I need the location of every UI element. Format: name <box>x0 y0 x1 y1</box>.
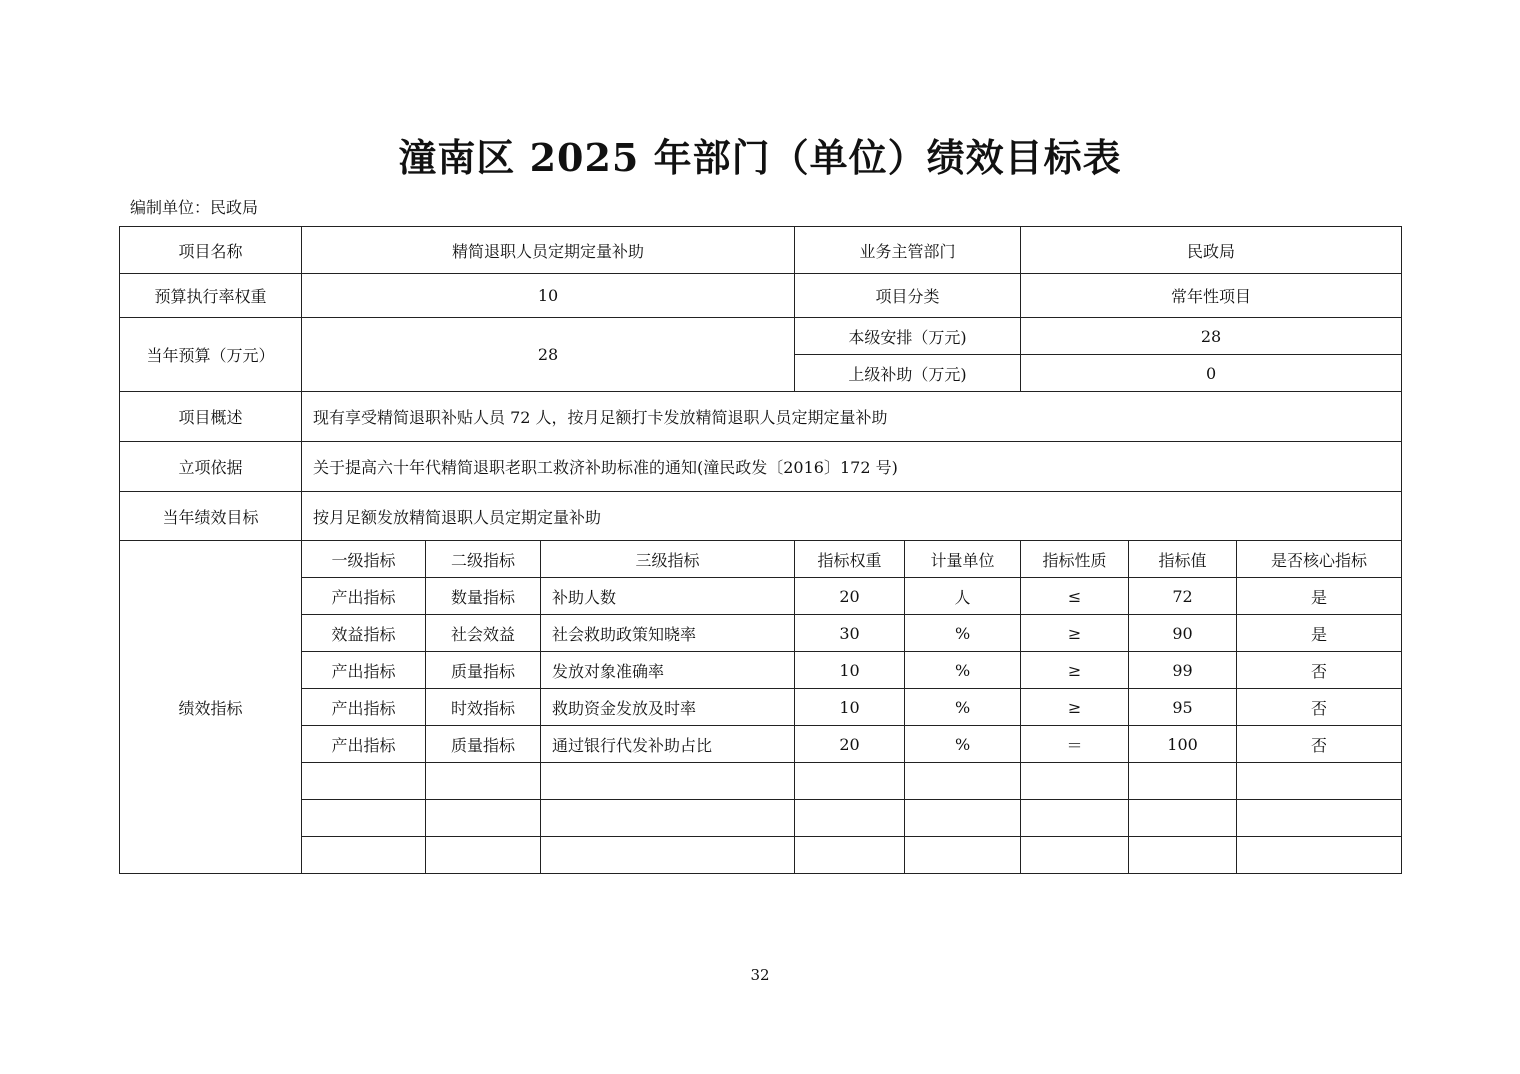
page-title: 潼南区 2025 年部门（单位）绩效目标表 <box>398 135 1122 180</box>
exec-weight-value: 10 <box>302 274 795 318</box>
indicator-row <box>120 726 1402 763</box>
indicator-weight: 10 <box>795 689 905 726</box>
page-number: 32 <box>750 966 770 984</box>
budget-label: 当年预算（万元） <box>120 318 302 392</box>
indicator-value: 72 <box>1129 578 1237 615</box>
indicator-level2 <box>426 800 541 837</box>
indicator-nature <box>1021 763 1129 800</box>
goal-value: 按月足额发放精简退职人员定期定量补助 <box>302 492 1402 541</box>
indicator-weight <box>795 800 905 837</box>
indicator-level2: 时效指标 <box>426 689 541 726</box>
local-value: 28 <box>1021 318 1402 355</box>
indicator-value <box>1129 837 1237 874</box>
indicator-level1: 产出指标 <box>302 726 426 763</box>
indicator-row <box>120 763 1402 800</box>
indicator-row <box>120 578 1402 615</box>
indicator-nature: ≥ <box>1021 615 1129 652</box>
indicator-level3: 救助资金发放及时率 <box>541 689 795 726</box>
indicator-level2 <box>426 837 541 874</box>
indicator-nature: ≤ <box>1021 578 1129 615</box>
indicator-level2: 社会效益 <box>426 615 541 652</box>
project-name-row <box>120 227 1402 274</box>
indicator-value: 90 <box>1129 615 1237 652</box>
indicator-level2: 质量指标 <box>426 652 541 689</box>
indicator-unit: % <box>905 726 1021 763</box>
indicator-core: 是 <box>1237 615 1402 652</box>
upper-value: 0 <box>1021 355 1402 392</box>
goal-label: 当年绩效目标 <box>120 492 302 541</box>
budget-row <box>120 318 1402 355</box>
project-name-value: 精简退职人员定期定量补助 <box>302 227 795 274</box>
indicator-value: 100 <box>1129 726 1237 763</box>
upper-label: 上级补助（万元) <box>795 355 1021 392</box>
indicator-unit: % <box>905 652 1021 689</box>
overview-value: 现有享受精简退职补贴人员 72 人，按月足额打卡发放精简退职人员定期定量补助 <box>302 392 1402 442</box>
category-label: 项目分类 <box>795 274 1021 318</box>
exec-weight-label: 预算执行率权重 <box>120 274 302 318</box>
budget-value: 28 <box>302 318 795 392</box>
indicator-nature <box>1021 800 1129 837</box>
local-label: 本级安排（万元) <box>795 318 1021 355</box>
overview-label: 项目概述 <box>120 392 302 442</box>
indicator-row <box>120 689 1402 726</box>
indicator-level2 <box>426 763 541 800</box>
goal-row <box>120 492 1402 541</box>
indicator-unit: 人 <box>905 578 1021 615</box>
indicator-level3 <box>541 837 795 874</box>
indicator-level3 <box>541 763 795 800</box>
indicator-weight <box>795 763 905 800</box>
header-unit: 计量单位 <box>905 541 1021 578</box>
indicator-nature: ≥ <box>1021 689 1129 726</box>
indicator-level3 <box>541 800 795 837</box>
indicator-core <box>1237 800 1402 837</box>
indicator-row <box>120 800 1402 837</box>
overview-row <box>120 392 1402 442</box>
indicator-weight: 10 <box>795 652 905 689</box>
project-name-label: 项目名称 <box>120 227 302 274</box>
header-level2: 二级指标 <box>426 541 541 578</box>
basis-row <box>120 442 1402 492</box>
exec-weight-row <box>120 274 1402 318</box>
header-weight: 指标权重 <box>795 541 905 578</box>
indicator-nature: ＝ <box>1021 726 1129 763</box>
indicator-header-row <box>120 541 1402 578</box>
indicator-level3: 社会救助政策知晓率 <box>541 615 795 652</box>
indicator-level1: 效益指标 <box>302 615 426 652</box>
indicator-level1 <box>302 800 426 837</box>
indicator-weight: 20 <box>795 578 905 615</box>
indicator-core: 是 <box>1237 578 1402 615</box>
indicators-label: 绩效指标 <box>120 541 302 874</box>
indicator-level3: 通过银行代发补助占比 <box>541 726 795 763</box>
compiling-unit: 编制单位：民政局 <box>130 198 259 217</box>
indicator-level2: 数量指标 <box>426 578 541 615</box>
category-value: 常年性项目 <box>1021 274 1402 318</box>
indicator-unit <box>905 800 1021 837</box>
indicator-core: 否 <box>1237 689 1402 726</box>
indicator-row <box>120 615 1402 652</box>
header-core: 是否核心指标 <box>1237 541 1402 578</box>
header-level3: 三级指标 <box>541 541 795 578</box>
indicator-level3: 补助人数 <box>541 578 795 615</box>
indicator-level1: 产出指标 <box>302 578 426 615</box>
indicator-value: 95 <box>1129 689 1237 726</box>
indicator-level3: 发放对象准确率 <box>541 652 795 689</box>
indicator-unit <box>905 837 1021 874</box>
indicator-core <box>1237 837 1402 874</box>
indicator-weight <box>795 837 905 874</box>
header-level1: 一级指标 <box>302 541 426 578</box>
indicator-level1 <box>302 837 426 874</box>
indicator-unit <box>905 763 1021 800</box>
dept-label: 业务主管部门 <box>795 227 1021 274</box>
indicator-value <box>1129 800 1237 837</box>
indicator-core: 否 <box>1237 652 1402 689</box>
indicator-weight: 20 <box>795 726 905 763</box>
indicator-value <box>1129 763 1237 800</box>
dept-value: 民政局 <box>1021 227 1402 274</box>
indicator-nature <box>1021 837 1129 874</box>
indicator-level2: 质量指标 <box>426 726 541 763</box>
indicator-row <box>120 652 1402 689</box>
indicator-weight: 30 <box>795 615 905 652</box>
indicator-core <box>1237 763 1402 800</box>
performance-goal-table <box>119 226 1402 874</box>
indicator-unit: % <box>905 689 1021 726</box>
indicator-level1: 产出指标 <box>302 689 426 726</box>
header-value: 指标值 <box>1129 541 1237 578</box>
indicator-level1 <box>302 763 426 800</box>
basis-value: 关于提高六十年代精简退职老职工救济补助标准的通知(潼民政发〔2016〕172 号) <box>302 442 1402 492</box>
basis-label: 立项依据 <box>120 442 302 492</box>
indicator-level1: 产出指标 <box>302 652 426 689</box>
indicator-core: 否 <box>1237 726 1402 763</box>
indicator-row <box>120 837 1402 874</box>
indicator-value: 99 <box>1129 652 1237 689</box>
header-nature: 指标性质 <box>1021 541 1129 578</box>
indicator-nature: ≥ <box>1021 652 1129 689</box>
indicator-unit: % <box>905 615 1021 652</box>
